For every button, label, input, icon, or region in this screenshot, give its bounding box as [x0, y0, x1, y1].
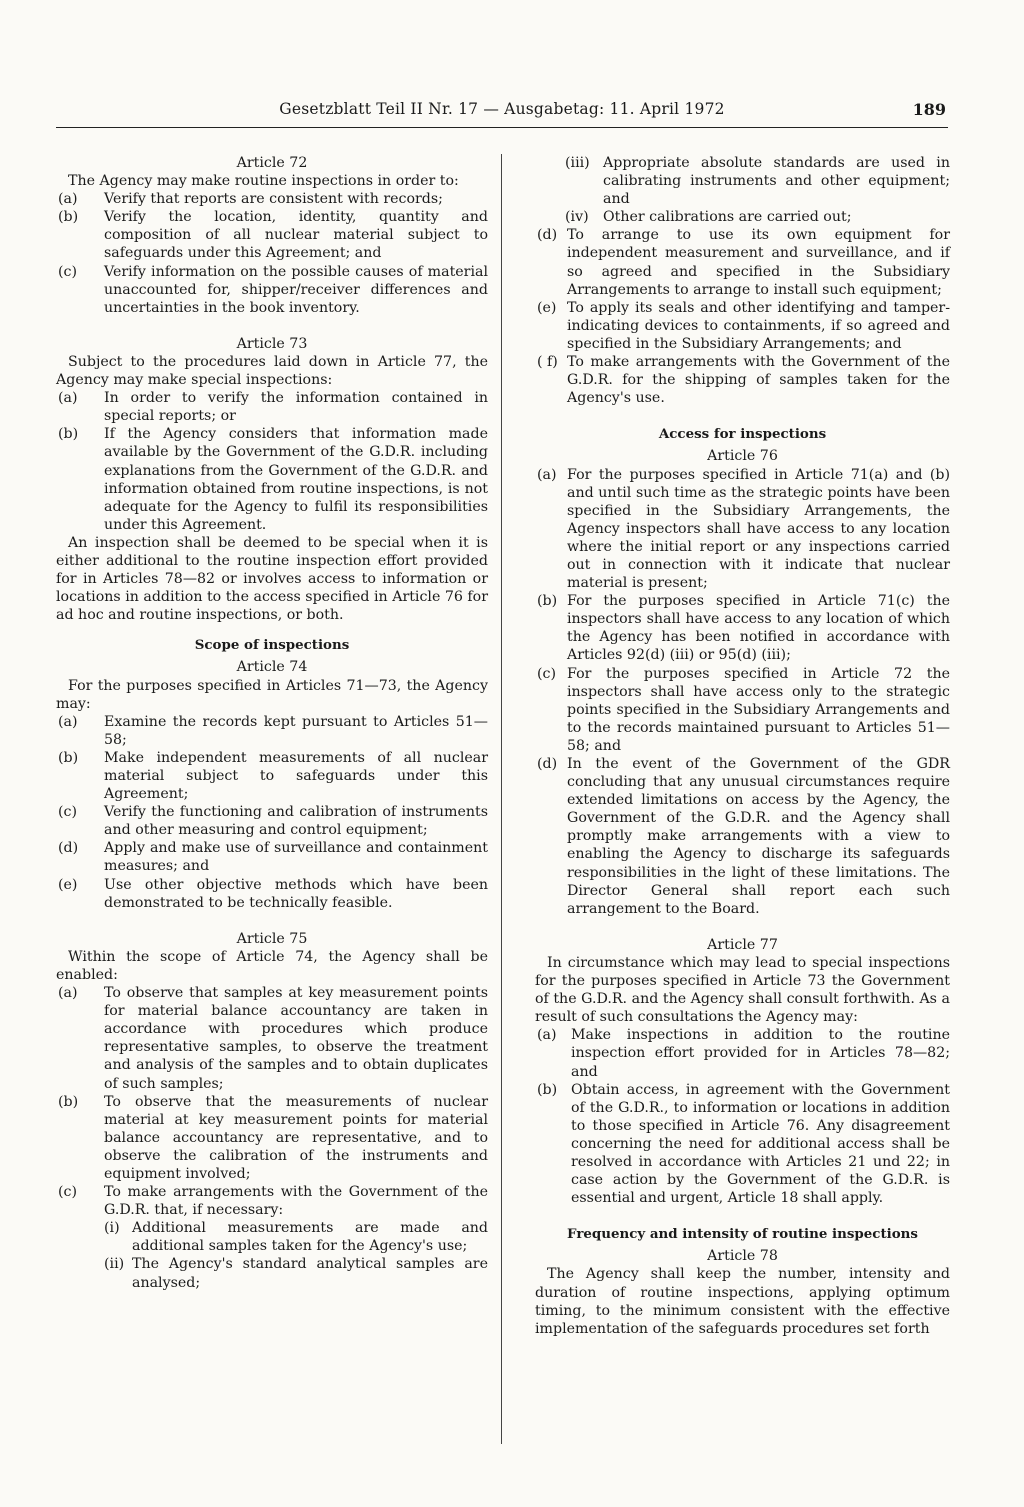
list-item — [535, 299, 950, 353]
item-label: (d) — [537, 756, 558, 772]
page-number: 189 — [912, 100, 946, 119]
item-label: ( f) — [537, 354, 558, 371]
item-text: For the purposes specified in Article 71(c) the inspectors shall have access to any location of which the Agency has been notified in accordance with Articles 92(d) (iii) or 95(d) (iii); — [567, 593, 950, 664]
sub-item-label: (ii) — [104, 1256, 125, 1273]
article-74 — [56, 658, 488, 911]
article-intro: For the purposes specified in Articles 71—73, the Agency may: — [56, 677, 488, 712]
list-item — [56, 749, 488, 803]
article-76 — [535, 447, 950, 917]
list-item — [56, 389, 488, 425]
item-text: To apply its seals and other identifying and tamper-indicating devices to containments, if so agreed and specified in the Subsidiary Arrangements; and — [567, 299, 950, 352]
item-text: Make independent measurements of all nuclear material subject to safeguards under this Agreement; — [104, 749, 488, 803]
column-divider — [501, 154, 502, 1444]
article-title: Article 73 — [236, 335, 308, 352]
sub-list-item — [56, 1255, 488, 1291]
list-item — [56, 876, 488, 912]
sub-item-text: Other calibrations are carried out; — [603, 209, 852, 226]
item-text: Use other objective methods which have been demonstrated to be technically feasible. — [104, 876, 488, 911]
item-label: (c) — [58, 1184, 78, 1201]
article-title: Article 78 — [707, 1248, 778, 1265]
section-heading: Frequency and intensity of routine inspections — [567, 1226, 918, 1243]
list-item — [535, 755, 950, 918]
list-item — [56, 425, 488, 534]
list-item — [56, 713, 488, 749]
item-label: (c) — [537, 665, 557, 682]
item-text: To arrange to use its own equipment for independent measurement and surveillance, and if so agreed and specified in the Subsidiary Arrangements to arrange to install such equipment; — [567, 227, 950, 298]
article-title: Article 74 — [236, 659, 308, 676]
list-item — [56, 803, 488, 839]
item-text: In the event of the Government of the GDR concluding that any unusual circumstances require extended limitations on access by the Agency, the Government of the G.D.R. and the Agency shall promptly make arrangements with a view to enabling the Agency to discharge its safeguards responsibilities in the light of these limitations. The Director General shall report each such arrangement to the Board. — [567, 756, 950, 917]
sub-item-text: Appropriate absolute standards are used in calibrating instruments and other equipment; and — [603, 155, 950, 208]
right-column — [535, 154, 950, 1338]
item-label: (d) — [58, 840, 79, 857]
list-item — [535, 1026, 950, 1080]
item-text: If the Agency considers that information made available by the Government of the G.D.R. including explanations from the Government of the G.D.R. and information obtained from routine inspections, is not adequate for the Agency to fulfil its responsibilities under this Agreement. — [104, 426, 488, 533]
item-text: Verify the location, identity, quantity and composition of all nuclear material subject to safeguards under this Agreement; and — [104, 209, 488, 262]
sub-item-text: Additional measurements are made and additional samples taken for the Agency's use; — [132, 1220, 488, 1255]
header-title: Gesetzblatt Teil II Nr. 17 — Ausgabetag: 11. April 1972 — [279, 100, 725, 118]
item-label: (b) — [537, 593, 558, 610]
article-title: Article 77 — [707, 936, 778, 953]
item-text: Verify that reports are consistent with records; — [104, 191, 443, 208]
item-text: To make arrangements with the Government of the G.D.R. for the shipping of samples taken for the Agency's use. — [567, 354, 950, 407]
sub-list-item — [56, 1219, 488, 1255]
item-label: (b) — [58, 209, 79, 226]
item-label: (e) — [58, 876, 78, 893]
item-text: To observe that the measurements of nuclear material at key measurement points for material balance accountancy are representative, and to observe the calibration of the instruments and equipment involved; — [104, 1093, 488, 1182]
sub-item-label: (i) — [104, 1220, 120, 1237]
sub-item-label: (iii) — [565, 155, 590, 171]
list-item — [535, 592, 950, 664]
list-item — [56, 839, 488, 875]
sub-list-item — [535, 208, 950, 226]
item-text: In order to verify the information contained in special reports; or — [104, 390, 488, 425]
article-73 — [56, 335, 488, 625]
article-intro: Within the scope of Article 74, the Agency shall be enabled: — [56, 948, 488, 983]
item-label: (a) — [537, 1027, 557, 1044]
item-label: (c) — [58, 804, 78, 821]
item-label: (d) — [537, 227, 558, 244]
list-item — [535, 466, 950, 593]
item-text: To make arrangements with the Government of the G.D.R. that, if necessary: — [104, 1184, 488, 1219]
item-label: (c) — [58, 263, 78, 280]
item-label: (b) — [537, 1081, 558, 1098]
item-text: Obtain access, in agreement with the Government of the G.D.R., to information or locations in addition to those specified in Article 76. Any disagreement concerning the need for additional access shall be resolved in accordance with Articles 21 und 22; in case action by the Government of the G.D.R. is essential and urgent, Article 18 shall apply. — [571, 1081, 950, 1207]
article-78 — [535, 1247, 950, 1337]
section-heading: Scope of inspections — [194, 637, 350, 654]
article-intro: The Agency shall keep the number, intensity and duration of routine inspections, applying optimum timing, to the minimum consistent with the effective implementation of the safeguards procedures set forth — [535, 1266, 950, 1337]
item-label: (a) — [58, 390, 78, 407]
article-closing: An inspection shall be deemed to be special when it is either additional to the routine inspection effort provided for in Articles 78—82 or involves access to information or locations in addition to the access specified in Article 76 for ad hoc and routine inspections, or both. — [56, 534, 488, 624]
list-item — [535, 1081, 950, 1208]
article-title: Article 76 — [707, 448, 778, 465]
list-item — [535, 226, 950, 298]
item-label: (a) — [58, 985, 78, 1002]
item-label: (b) — [58, 1093, 79, 1110]
item-label: (e) — [537, 299, 557, 316]
sub-item-label: (iv) — [565, 209, 589, 226]
list-item — [56, 263, 488, 317]
article-intro: In circumstance which may lead to special inspections for the purposes specified in Article 73 the Government of the G.D.R. and the Agency shall consult forthwith. As a result of such consultations the Agency may: — [535, 954, 950, 1026]
list-item — [535, 665, 950, 755]
header-rule — [56, 127, 948, 128]
article-77 — [535, 936, 950, 1207]
list-item — [535, 353, 950, 407]
article-72 — [56, 154, 488, 317]
item-text: For the purposes specified in Article 72 the inspectors shall have access only to the strategic points specified in the Subsidiary Arrangements and to the records maintained pursuant to Articles 51—58; and — [567, 665, 950, 754]
item-label: (b) — [58, 426, 79, 443]
article-75-continued — [535, 154, 950, 407]
list-item — [56, 1183, 488, 1219]
list-item — [56, 208, 488, 262]
page-header — [56, 100, 948, 126]
item-label: (a) — [537, 466, 557, 483]
item-text: Examine the records kept pursuant to Articles 51—58; — [104, 713, 488, 748]
sub-item-text: The Agency's standard analytical samples are analysed; — [132, 1256, 488, 1291]
item-text: Make inspections in addition to the routine inspection effort provided for in Articles 78—82; and — [571, 1027, 950, 1080]
article-title: Article 75 — [236, 930, 308, 947]
section-heading: Access for inspections — [658, 426, 827, 443]
item-text: Verify information on the possible causes of material unaccounted for, shipper/receiver differences and uncertainties in the book inventory. — [104, 263, 488, 316]
item-text: To observe that samples at key measurement points for material balance accountancy are taken in accordance with procedures which produce representative samples, to observe the treatment and analysis of the samples and to obtain duplicates of such samples; — [104, 985, 488, 1092]
list-item — [56, 1093, 488, 1183]
left-column — [56, 154, 488, 1292]
item-text: Verify the functioning and calibration of instruments and other measuring and control equipment; — [104, 804, 488, 839]
item-text: For the purposes specified in Article 71(a) and (b) and until such time as the strategic points have been specified in the Subsidiary Arrangements, the Agency inspectors shall have access to any location where the initial report or any inspections carried out in connection with it indicate that nuclear material is present; — [567, 466, 950, 592]
article-75 — [56, 930, 488, 1292]
article-intro: The Agency may make routine inspections in order to: — [68, 173, 459, 190]
item-label: (a) — [58, 191, 78, 208]
item-label: (a) — [58, 713, 78, 730]
item-text: Apply and make use of surveillance and containment measures; and — [104, 840, 488, 875]
list-item — [56, 984, 488, 1093]
list-item — [56, 190, 488, 208]
sub-list-item — [535, 154, 950, 208]
article-title: Article 72 — [236, 155, 308, 171]
article-intro: Subject to the procedures laid down in Article 77, the Agency may make special inspections: — [56, 353, 488, 389]
item-label: (b) — [58, 749, 79, 766]
